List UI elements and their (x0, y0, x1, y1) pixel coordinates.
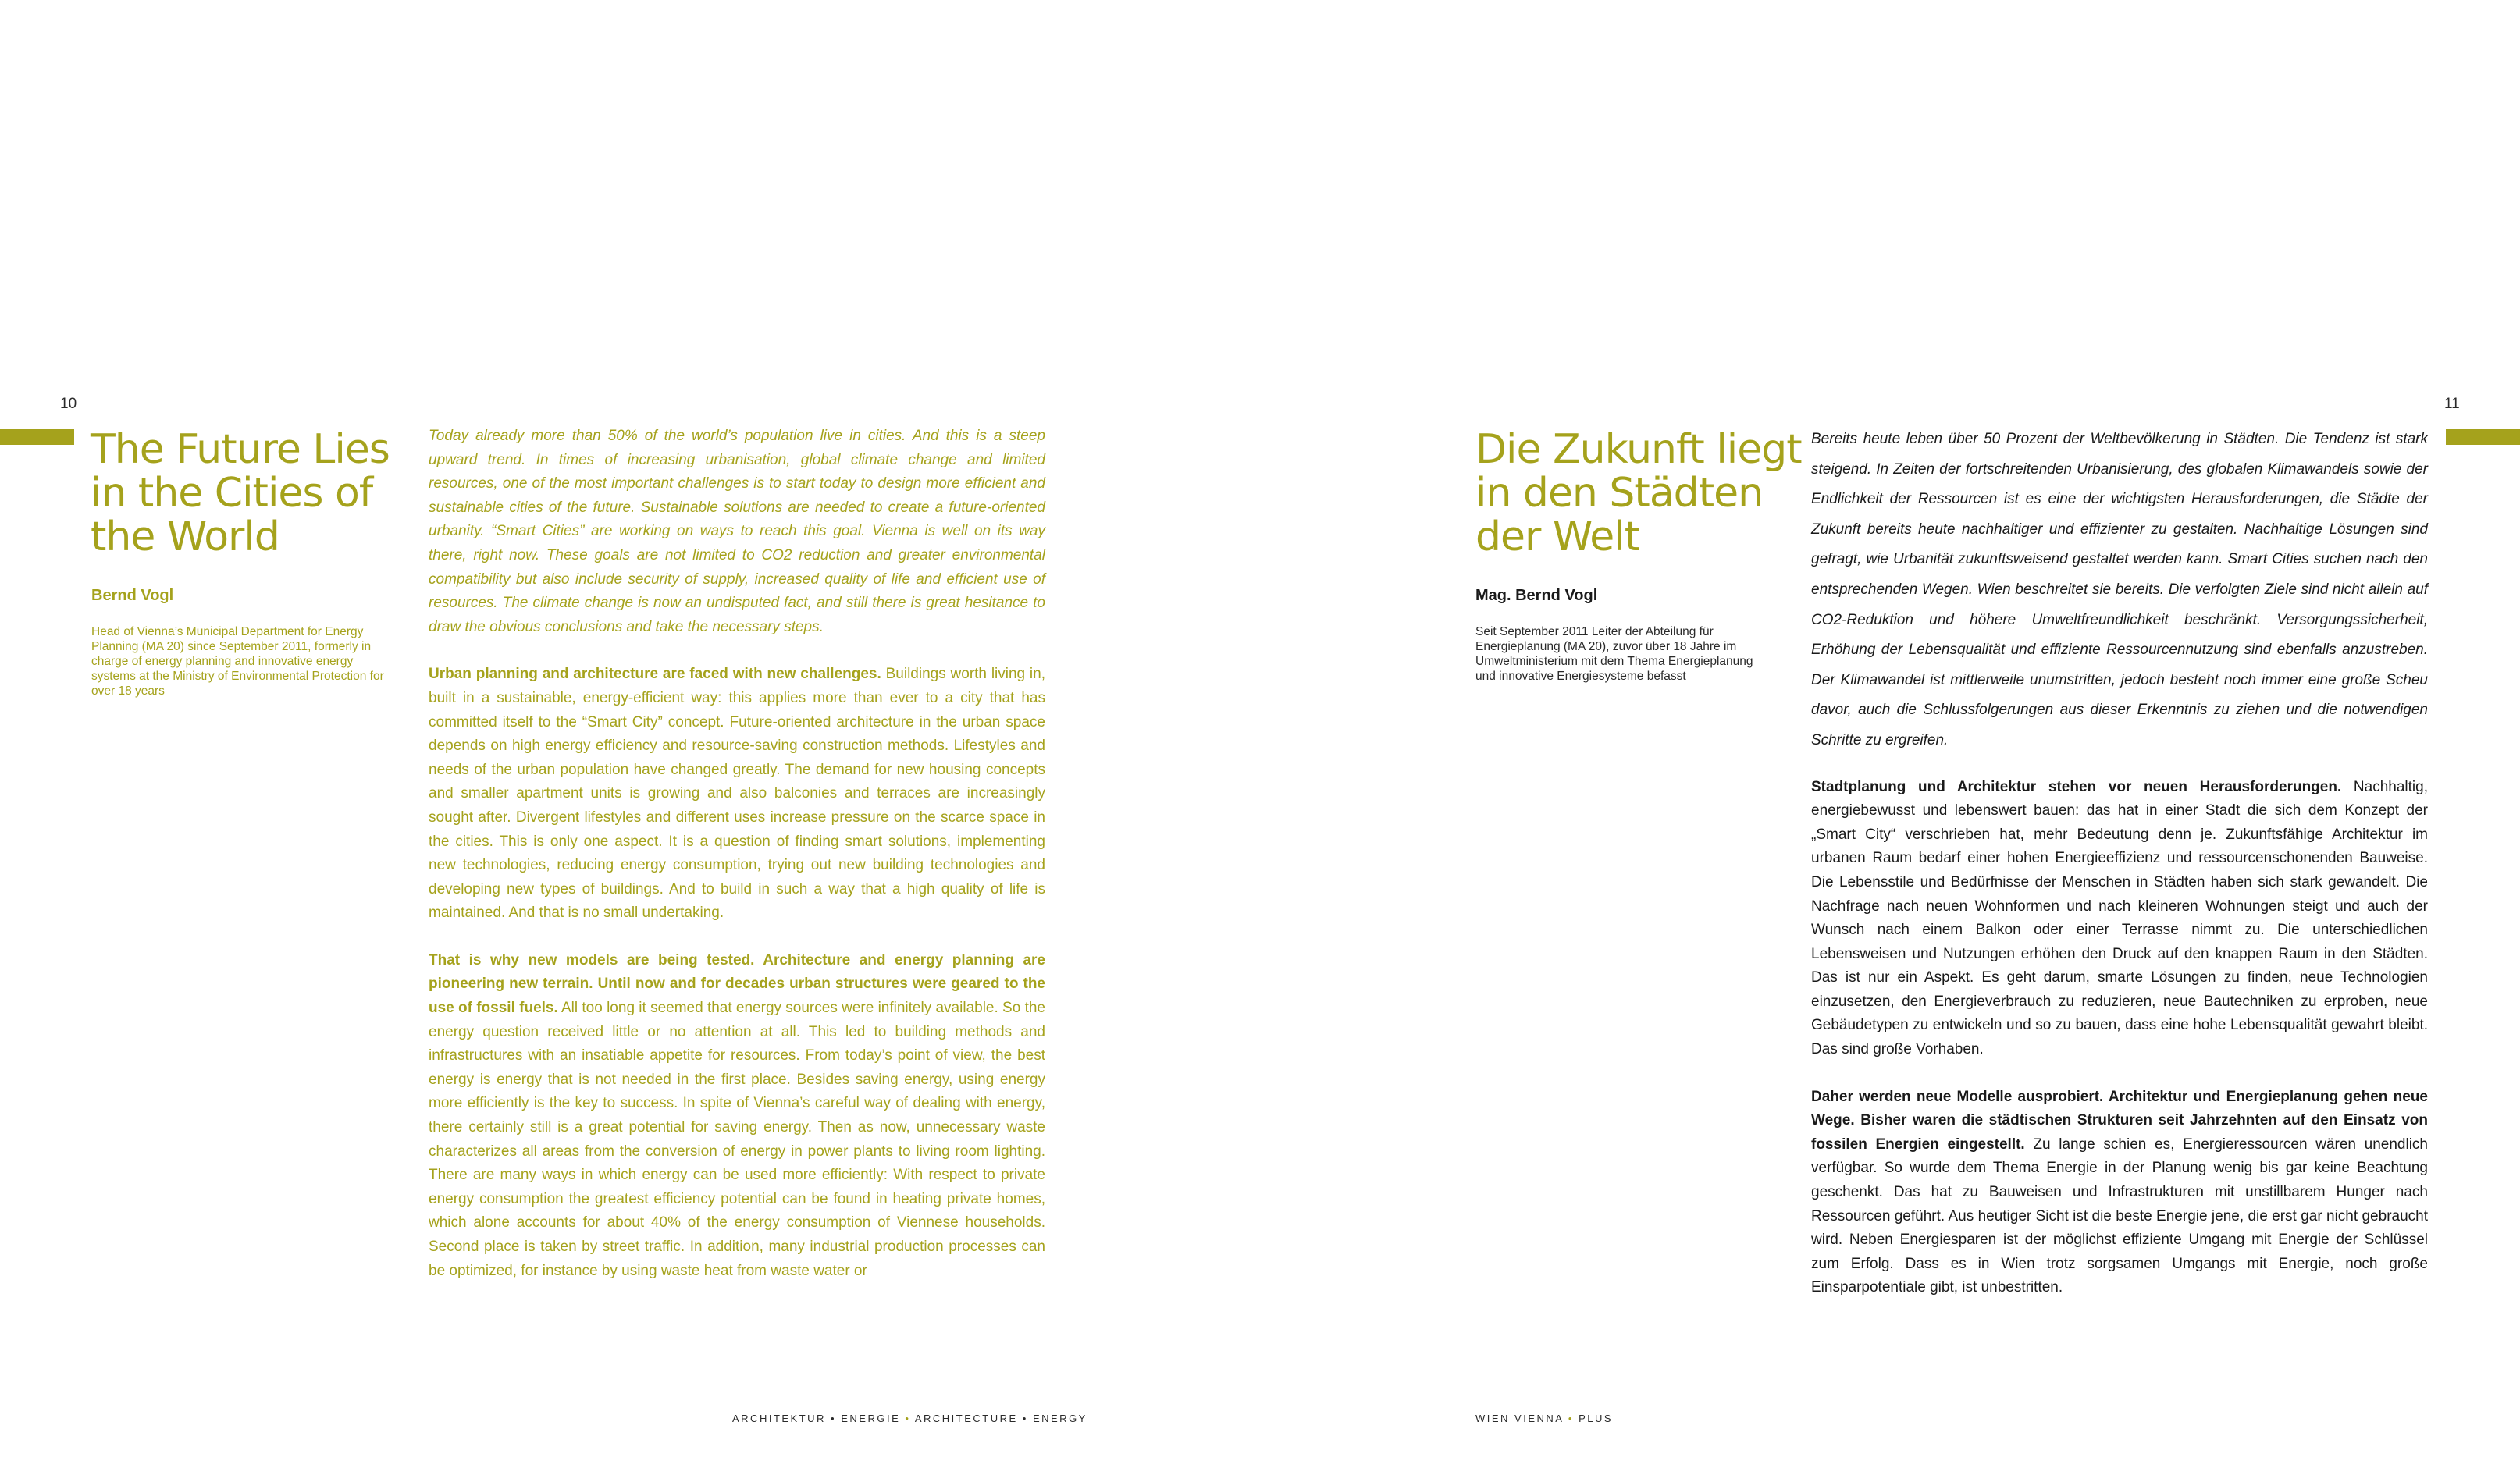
article-title (1475, 428, 1819, 559)
paragraph-text: All too long it seemed that energy sources were infinitely available. So the energy question received little or no attention at all. This led to building methods and infrastructures with an insatiable appetite for resources. From today’s point of view, the best energy is energy that is not needed in the first place. Besides saving energy, using energy more efficiently is the key to success. In spite of Vienna’s careful way of dealing with energy, there certainly still is a great potential for saving energy. Then as now, unnecessary waste characterizes all areas from the conversion of energy in power plants to living room lighting. There are many ways in which energy can be used more efficiently: With respect to private energy consumption the greatest efficiency potential can be found in heating private homes, which alone accounts for about 40% of the energy consumption of Viennese households. Second place is taken by street traffic. In addition, many industrial production processes can be optimized, for instance by using waste heat from waste water or (429, 1000, 1045, 1279)
title-line: in the Cities of (91, 470, 373, 517)
footer-text: PLUS (1579, 1413, 1614, 1424)
body-paragraph (429, 949, 1045, 1283)
footer-section (732, 1413, 1087, 1424)
footer-text: ARCHITECTURE • ENERGY (914, 1413, 1087, 1424)
author-name: Bernd Vogl (91, 587, 174, 604)
body-paragraph (1811, 776, 2428, 1062)
article-title (91, 428, 418, 559)
title-line: The Future Lies (91, 426, 390, 473)
footer-dot: • (1568, 1413, 1574, 1424)
paragraph-lead: Daher werden neue Modelle ausprobiert. Architektur und Energieplanung gehen neue Wege. Bisher waren die städtischen Strukturen seit Jahrzehnten auf den Einsatz von fossilen Energien eingestellt. (1811, 1088, 2428, 1153)
title-line: the World (91, 514, 279, 560)
article-body (429, 425, 1045, 1306)
accent-marker (2446, 429, 2520, 445)
paragraph-text: Zu lange schien es, Energieressourcen wären unendlich verfügbar. So wurde dem Thema Energie in der Planung wenig bis gar keine Beachtung geschenkt. Das hat zu Bauweisen und Infrastrukturen mit unstillbarem Hunger nach Ressourcen geführt. Aus heutiger Sicht ist die beste Energie jene, die erst gar nicht gebraucht wird. Neben Energiesparen ist der möglichst effiziente Umgang mit Energie der Schlüssel zum Erfolg. Dass es in Wien trotz sorgsamen Umgangs mit Energie, noch große Einsparpotentiale gibt, ist unbestritten. (1811, 1136, 2429, 1296)
paragraph-text: Nachhaltig, energiebewusst und lebenswert bauen: das hat in einer Stadt die sich dem Konzept der „Smart City“ verschrieben hat, mehr Bedeutung denn je. Zukunftsfähige Architektur im urbanen Raum bedarf einer hohen Energieeffizienz und ressourcenschonenden Bauweise. Die Lebensstile und Bedürfnisse der Menschen in Städten haben sich stark gewandelt. Die Nachfrage nach neuen Wohnformen und nach kleineren Wohnungen steigt und auch der Wunsch nach einem Balkon oder einer Terrasse nimmt zu. Die unterschiedlichen Lebensweisen und Nutzungen erhöhen den Druck auf den knappen Raum in den Städten. Das ist nur ein Aspekt. Es geht darum, smarte Lösungen zu finden, neue Technologien einzusetzen, den Energieverbrauch zu reduzieren, neue Bautechniken zu erproben, neue Gebäudetypen zu entwickeln und so zu bauen, dass eine hohe Lebensqualität gewahrt bleibt. Das sind große Vorhaben. (1811, 778, 2428, 1058)
intro-paragraph: Today already more than 50% of the world’s population live in cities. And this is a steep upward trend. In times of increasing urbanisation, global climate change and limited resources, one of the most important challenges is to start today to design more efficient and sustainable cities of the future. Sustainable solutions are needed to create a future-oriented urbanity. “Smart Cities” are working on ways to reach this goal. Vienna is well on its way there, right now. These goals are not limited to CO2 reduction and greater environmental compatibility but also include security of supply, increased quality of life and efficient use of resources. The climate change is now an undisputed fact, and still there is great hesitance to draw the obvious conclusions and take the necessary steps. (429, 428, 1045, 635)
intro-paragraph: Bereits heute leben über 50 Prozent der Weltbevölkerung in Städten. Die Tendenz ist stark steigend. In Zeiten der fortschreitenden Urbanisierung, des globalen Klimawandels sowie der Endlichkeit der Ressourcen ist es eine der wichtigsten Herausforderungen, die Städte der Zukunft bereits heute nachhaltiger und effizienter zu gestalten. Nachhaltige Lösungen sind gefragt, wie Urbanität zukunftsweisend gestaltet werden kann. Smart Cities suchen nach den entsprechenden Wegen. Wien beschreitet sie bereits. Die verfolgten Ziele sind nicht allein auf CO2-Reduktion und höhere Umweltfreundlichkeit beschränkt. Versorgungssicherheit, Erhöhung der Lebensqualität und effiziente Ressourcennutzung sind ebenfalls anzustreben. Der Klimawandel ist mittlerweile unumstritten, jedoch besteht noch immer eine große Scheu davor, auch die Schlussfolgerungen aus dieser Erkenntnis zu ziehen und die notwendigen Schritte zu ergreifen. (1811, 431, 2428, 748)
author-bio: Seit September 2011 Leiter der Abteilung für Energieplanung (MA 20), zuvor über 18 Jahre im Umweltministerium mit dem Thema Energieplanung und innovative Energiesysteme befasst (1475, 625, 1753, 683)
page-number: 11 (2444, 396, 2460, 412)
title-line: in den Städten (1475, 470, 1764, 517)
footer-text: ARCHITEKTUR • ENERGIE (732, 1413, 901, 1424)
author-name: Mag. Bernd Vogl (1475, 587, 1598, 604)
paragraph-lead: Urban planning and architecture are faced with new challenges. (429, 666, 881, 683)
page-number: 10 (60, 396, 77, 412)
footer-dot: • (905, 1413, 911, 1424)
paragraph-lead: That is why new models are being tested. Architecture and energy planning are pioneering new terrain. Until now and for decades urban structures were geared to the use of fossil fuels. (429, 951, 1045, 1017)
footer-text: WIEN VIENNA (1475, 1413, 1564, 1424)
footer-section (1475, 1413, 1613, 1424)
body-paragraph (1811, 1086, 2428, 1300)
accent-marker (0, 429, 74, 445)
title-line: Die Zukunft liegt (1475, 426, 1802, 473)
paragraph-lead: Stadtplanung und Architektur stehen vor neuen Herausforderungen. (1811, 778, 2342, 795)
author-bio: Head of Vienna’s Municipal Department for Energy Planning (MA 20) since September 2011, formerly in charge of energy planning and innovative energy systems at the Ministry of Environmental Protection for over 18 years (91, 625, 384, 698)
body-paragraph (429, 663, 1045, 926)
article-body (1811, 425, 2428, 1324)
title-line: der Welt (1475, 514, 1640, 560)
paragraph-text: Buildings worth living in, built in a sustainable, energy-efficient way: this applies more than ever to a city that has committed itself to the “Smart City” concept. Future-oriented architecture in the urban space depends on high energy efficiency and resource-saving construction methods. Lifestyles and needs of the urban population have changed greatly. The demand for new housing concepts and smaller apartment units is growing and also balconies and terraces are increasingly sought after. Divergent lifestyles and different uses increase pressure on the scarce space in the cities. This is only one aspect. It is a question of finding smart solutions, implementing new technologies, reducing energy consumption, trying out new building technologies and developing new types of buildings. And to build in such a way that a high quality of life is maintained. And that is no small undertaking. (429, 666, 1046, 922)
